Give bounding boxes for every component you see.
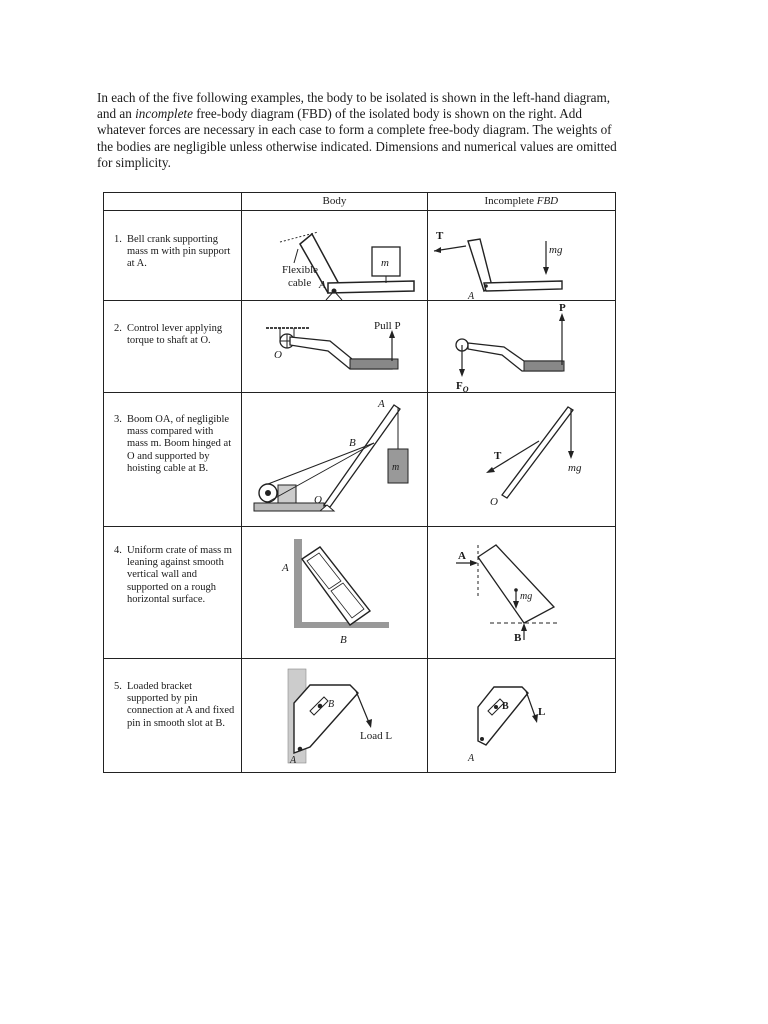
fbd-label-force-o: $F_O$ bbox=[455, 380, 469, 392]
intro-text-end: free-body diagram (FBD) of the isolated body is shown on the right. Add whatever forces are necessary in each case to form a complete free-body diagram. The weights of the bodies are negligible unless otherwise indicated. Dimensions and numerical values are omitted for simplicity. bbox=[97, 106, 617, 170]
row-number: 3. bbox=[114, 414, 122, 425]
control-lever-diagram bbox=[242, 301, 427, 392]
intro-text-emphasis: incomplete bbox=[135, 106, 193, 122]
row-5-fbd-cell bbox=[427, 659, 615, 773]
weight-arrow-head bbox=[568, 451, 574, 459]
load-arrow-head bbox=[366, 719, 372, 728]
label-mass: m bbox=[392, 462, 400, 473]
header-incomplete-fbd: Incomplete FBD bbox=[427, 193, 615, 211]
row-number: 2. bbox=[114, 323, 122, 334]
load-arrow bbox=[356, 691, 370, 725]
header-body: Body bbox=[242, 193, 427, 211]
row-1-body-cell bbox=[242, 211, 427, 301]
row-5-description-cell bbox=[104, 659, 242, 773]
row-4-description-cell bbox=[104, 527, 242, 659]
crate-diagram bbox=[242, 527, 427, 658]
fbd-crate bbox=[478, 545, 554, 623]
table-row bbox=[104, 659, 616, 773]
bracket-plate bbox=[294, 685, 358, 753]
fbd-label-weight: mg bbox=[519, 591, 532, 602]
bell-crank-diagram bbox=[242, 211, 427, 300]
label-pull: Pull P bbox=[374, 320, 401, 332]
pin-a bbox=[298, 747, 303, 752]
fbd-load-arrow bbox=[526, 691, 536, 719]
boom-fbd bbox=[428, 393, 616, 526]
fbd-label-point-a: A bbox=[467, 753, 474, 764]
crate-fbd bbox=[428, 527, 616, 658]
label-point-a: A bbox=[290, 755, 297, 766]
control-lever-fbd bbox=[428, 301, 616, 392]
table-row bbox=[104, 527, 616, 659]
fbd-pin-a bbox=[480, 737, 484, 741]
row-2-fbd-cell bbox=[427, 301, 615, 393]
label-point-o: O bbox=[314, 494, 323, 506]
row-2-description-cell bbox=[104, 301, 242, 393]
label-point-a: A bbox=[378, 398, 385, 410]
winch-hub bbox=[265, 490, 271, 496]
row-1-description-cell bbox=[104, 211, 242, 301]
row-number: 4. bbox=[114, 545, 122, 556]
tension-arrow-head bbox=[486, 467, 495, 473]
label-point-o: O bbox=[274, 349, 283, 361]
bracket-fbd bbox=[428, 659, 616, 772]
row-3-description-cell bbox=[104, 393, 242, 527]
wall bbox=[294, 539, 302, 626]
row-description: Uniform crate of mass m leaning against smooth vertical wall and supported on a rough horizontal surface. bbox=[127, 545, 232, 605]
row-5-body-cell bbox=[242, 659, 427, 773]
label-point-b: B bbox=[340, 634, 347, 646]
cable-pointer bbox=[294, 249, 298, 263]
force-o-arrow-head bbox=[459, 369, 465, 377]
table-row bbox=[104, 301, 616, 393]
center-of-mass bbox=[514, 588, 518, 592]
row-description: Control lever applying torque to shaft at O. bbox=[127, 323, 223, 347]
label-cable: cable bbox=[288, 277, 312, 289]
row-3-fbd-cell bbox=[427, 393, 615, 527]
fbd-label-point-a: A bbox=[467, 291, 474, 300]
row-2-body-cell bbox=[242, 301, 427, 393]
fbd-pin-b bbox=[494, 705, 498, 709]
intro-paragraph bbox=[97, 90, 627, 171]
crank-horizontal-arm bbox=[328, 281, 414, 293]
fbd-crank-horizontal bbox=[484, 281, 562, 291]
intro-text-start: In each of the five following examples, the body to be isolated is shown in the left-hand diagram, and an bbox=[97, 90, 611, 122]
fbd-label-tension: T bbox=[493, 450, 501, 462]
row-number: 5. bbox=[114, 681, 122, 692]
fbd-label-tension: T bbox=[435, 230, 443, 242]
row-1-fbd-cell bbox=[427, 211, 615, 301]
fbd-label-force-p: P bbox=[558, 302, 566, 314]
label-point-a: A bbox=[319, 279, 326, 291]
row-3-body-cell bbox=[242, 393, 427, 527]
bell-crank-fbd bbox=[428, 211, 616, 300]
row-description: Boom OA, of negligible mass compared with mass m. Boom hinged at O and supported by hoisting cable at B. bbox=[127, 414, 232, 474]
fbd-label-load: L bbox=[537, 706, 545, 718]
label-point-b: B bbox=[328, 699, 335, 710]
table-header-row bbox=[104, 193, 616, 211]
label-flexible: Flexible bbox=[282, 264, 319, 276]
force-p-arrow-head bbox=[559, 313, 565, 321]
fbd-grip bbox=[524, 361, 564, 371]
fbd-label-weight: mg bbox=[567, 462, 582, 474]
row-description: Loaded bracket supported by pin connection at A and fixed pin in smooth slot at B. bbox=[127, 681, 235, 729]
lever-grip bbox=[350, 359, 398, 369]
weight-arrow-head bbox=[543, 267, 549, 275]
label-load: Load L bbox=[360, 730, 393, 742]
fbd-label-point-o: O bbox=[489, 496, 498, 508]
tension-arrow-head bbox=[434, 247, 441, 253]
force-a-arrow-head bbox=[470, 560, 478, 566]
fbd-boom bbox=[502, 407, 573, 498]
header-description bbox=[104, 193, 242, 211]
row-number: 1. bbox=[114, 234, 122, 245]
floor bbox=[294, 622, 389, 628]
fbd-label-point-b: B bbox=[501, 701, 509, 712]
fbd-label-weight: mg bbox=[548, 244, 563, 256]
examples-table bbox=[103, 192, 616, 773]
fbd-label-point-b: B bbox=[513, 632, 521, 644]
row-4-fbd-cell bbox=[427, 527, 615, 659]
pin-b bbox=[318, 704, 323, 709]
row-description: Bell crank supporting mass m with pin support at A. bbox=[127, 234, 231, 270]
force-b-arrow-head bbox=[521, 623, 527, 631]
row-4-body-cell bbox=[242, 527, 427, 659]
bracket-diagram bbox=[242, 659, 427, 772]
fbd-label-point-a: A bbox=[457, 550, 466, 562]
label-mass: m bbox=[381, 257, 390, 269]
fbd-bracket-plate bbox=[478, 687, 528, 745]
boom-diagram bbox=[242, 393, 427, 526]
label-point-a: A bbox=[282, 562, 289, 574]
table-row bbox=[104, 211, 616, 301]
label-point-b: B bbox=[349, 437, 356, 449]
table-row bbox=[104, 393, 616, 527]
fbd-pin-a bbox=[484, 284, 488, 288]
